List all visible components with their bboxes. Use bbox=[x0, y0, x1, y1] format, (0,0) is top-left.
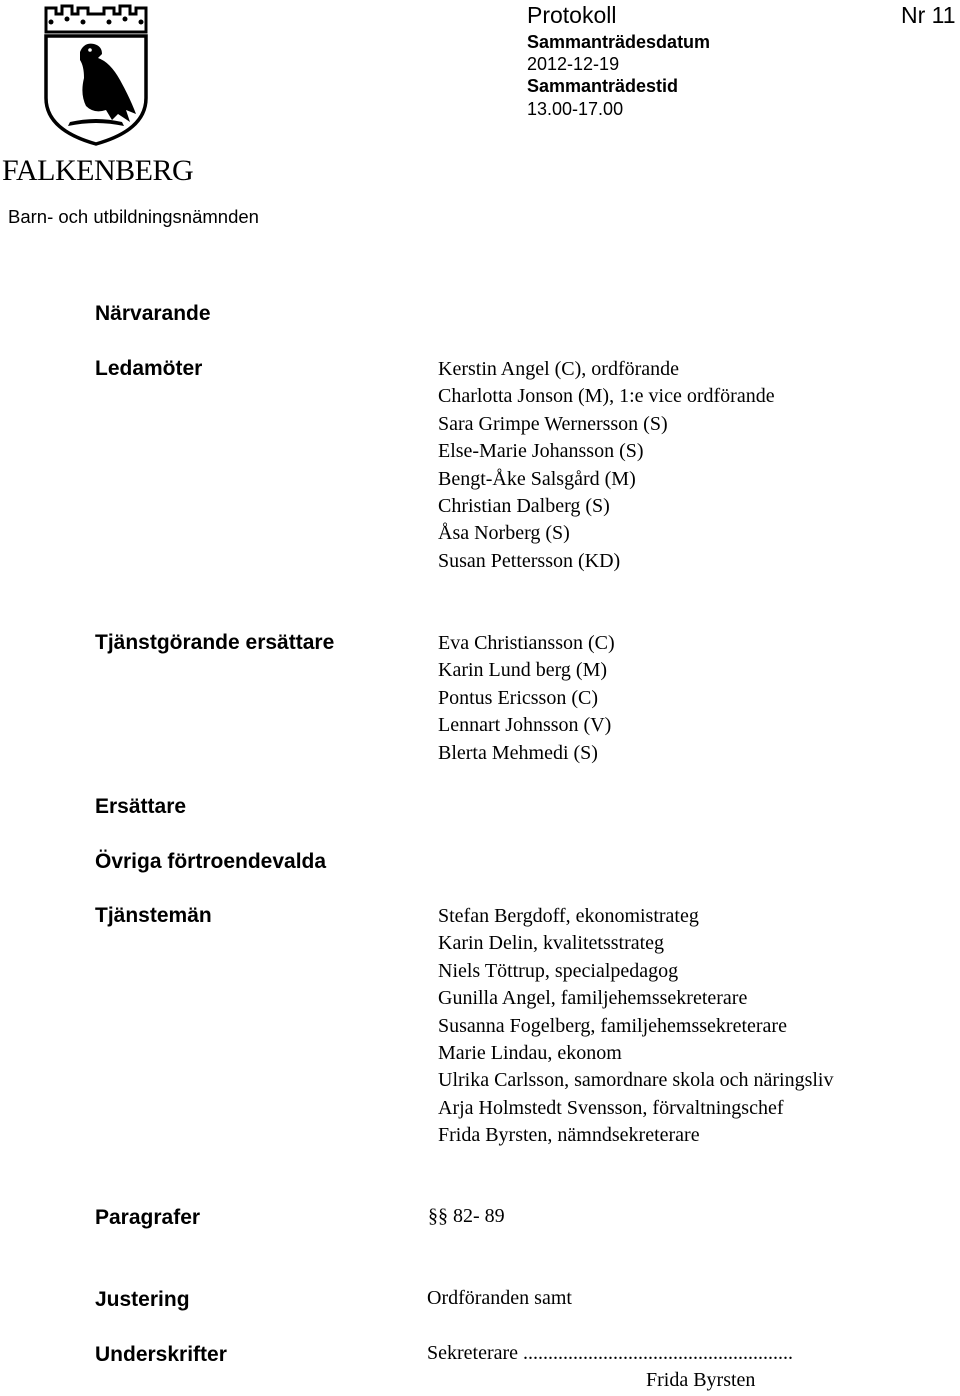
list-item: Niels Töttrup, specialpedagog bbox=[438, 959, 679, 982]
list-item: Susan Pettersson (KD) bbox=[438, 549, 621, 572]
list-item: Christian Dalberg (S) bbox=[438, 495, 610, 518]
meeting-date-value: 2012-12-19 bbox=[527, 54, 620, 74]
list-item: Karin Delin, kvalitetsstrateg bbox=[438, 932, 665, 955]
members-list bbox=[438, 356, 775, 575]
falcon-crest-icon bbox=[40, 2, 152, 148]
serving-substitutes-label: Tjänstgörande ersättare bbox=[95, 631, 335, 654]
attendance-heading: Närvarande bbox=[95, 302, 211, 325]
municipality-name: FALKENBERG bbox=[2, 154, 194, 187]
document-number: Nr 11 bbox=[901, 2, 956, 28]
list-item: Susanna Fogelberg, familjehemssekreterare bbox=[438, 1014, 787, 1037]
list-item: Gunilla Angel, familjehemssekreterare bbox=[438, 987, 748, 1010]
signatures-label: Underskrifter bbox=[95, 1343, 227, 1366]
secretary-name: Frida Byrsten bbox=[646, 1369, 756, 1391]
list-item: Kerstin Angel (C), ordförande bbox=[438, 358, 680, 380]
list-item: Stefan Bergdoff, ekonomistrateg bbox=[438, 905, 699, 927]
committee-name: Barn- och utbildningsnämnden bbox=[8, 206, 259, 227]
paragraphs-label: Paragrafer bbox=[95, 1206, 201, 1229]
list-item: Ulrika Carlsson, samordnare skola och näringsliv bbox=[438, 1069, 834, 1092]
list-item: Pontus Ericsson (C) bbox=[438, 686, 598, 709]
adjustment-value: Ordföranden samt bbox=[427, 1287, 572, 1309]
list-item: Åsa Norberg (S) bbox=[438, 522, 570, 545]
list-item: Eva Christiansson (C) bbox=[438, 632, 615, 654]
meeting-date-label: Sammanträdesdatum bbox=[527, 32, 711, 52]
other-elected-label: Övriga förtroendevalda bbox=[95, 850, 327, 873]
list-item: Bengt-Åke Salsgård (M) bbox=[438, 467, 636, 490]
meeting-time-value: 13.00-17.00 bbox=[527, 99, 624, 119]
list-item: Karin Lund berg (M) bbox=[438, 659, 608, 682]
list-item: Charlotta Jonson (M), 1:e vice ordförande bbox=[438, 385, 775, 408]
meeting-time-label: Sammanträdestid bbox=[527, 76, 679, 96]
list-item: Arja Holmstedt Svensson, förvaltningschef bbox=[438, 1096, 784, 1119]
list-item: Lennart Johnsson (V) bbox=[438, 714, 612, 737]
list-item: Marie Lindau, ekonom bbox=[438, 1042, 622, 1065]
list-item: Frida Byrsten, nämndsekreterare bbox=[438, 1124, 700, 1147]
list-item: Else-Marie Johansson (S) bbox=[438, 440, 644, 463]
secretary-signature-line: Sekreterare ...................................................... bbox=[427, 1342, 794, 1364]
document-type: Protokoll bbox=[527, 2, 617, 28]
officials-label: Tjänstemän bbox=[95, 904, 212, 927]
paragraphs-value: §§ 82- 89 bbox=[428, 1205, 505, 1227]
list-item: Sara Grimpe Wernersson (S) bbox=[438, 412, 668, 435]
substitutes-label: Ersättare bbox=[95, 795, 187, 818]
members-label: Ledamöter bbox=[95, 357, 203, 380]
officials-list bbox=[438, 903, 833, 1150]
serving-substitutes-list bbox=[438, 630, 615, 767]
adjustment-label: Justering bbox=[95, 1288, 190, 1311]
list-item: Blerta Mehmedi (S) bbox=[438, 741, 598, 764]
